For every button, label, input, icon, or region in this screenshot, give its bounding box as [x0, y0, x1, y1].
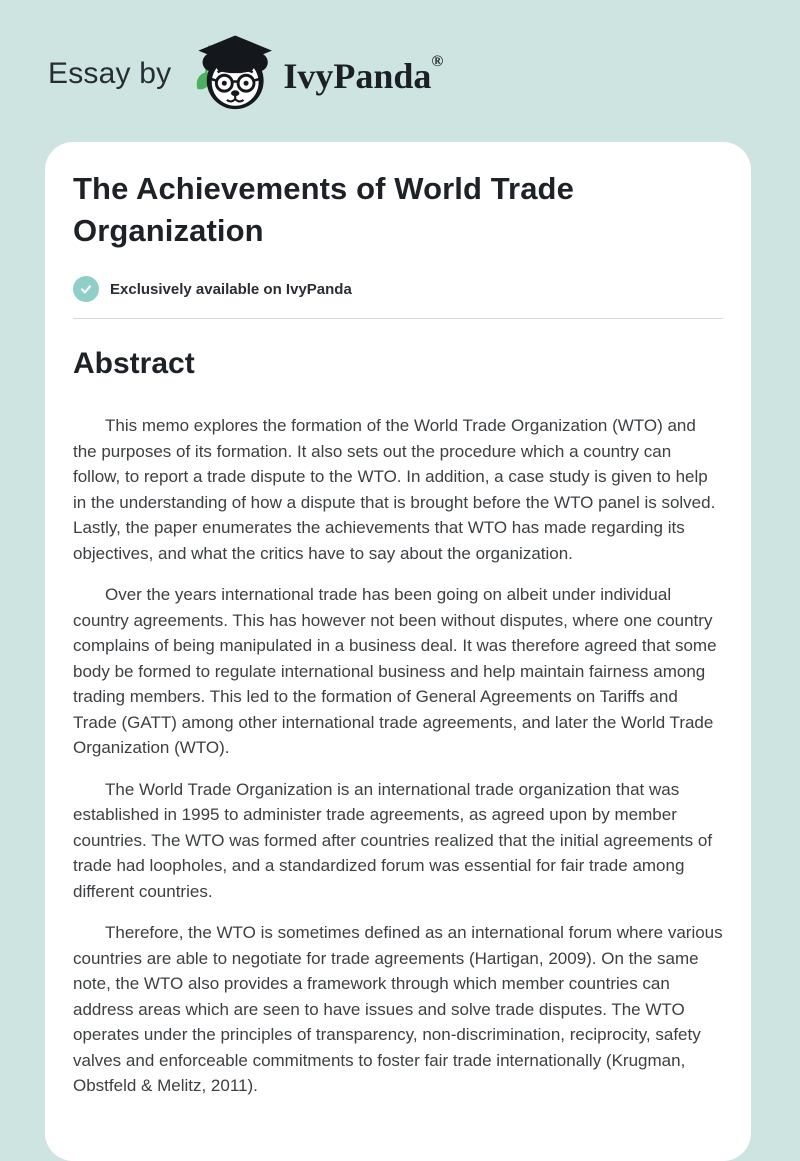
abstract-body — [73, 413, 723, 1099]
essay-card — [45, 142, 751, 1161]
paragraph: The World Trade Organization is an international trade organization that was established in 1995 to administer trade agreements, as agreed upon by member countries. The WTO was formed after countries realized that the initial agreements of trade had loopholes, and a standardized forum was essential for fair trade among different countries. — [73, 779, 713, 901]
paragraph: This memo explores the formation of the World Trade Organization (WTO) and the purposes of its formation. It also sets out the procedure which a country can follow, to report a trade dispute to the WTO. In addition, a case study is given to help in the understanding of how a dispute that is brought before the WTO panel is solved. Lastly, the paper enumerates the achievements that WTO has made regarding its objectives, and what the critics have to say about the organization. — [73, 416, 716, 563]
abstract-heading: Abstract — [73, 347, 195, 380]
check-icon — [73, 276, 99, 302]
paragraph: Over the years international trade has been going on albeit under individual country agreements. This has however not been without disputes, where one country complains of being manipulated in a business deal. It was therefore agreed that some body be formed to regulate international business and help maintain fairness among trading members. This led to the formation of General Agreements on Tariffs and Trade (GATT) among other international trade agreements, and later the World Trade Organization (WTO). — [73, 585, 717, 757]
exclusive-badge-label: Exclusively available on IvyPanda — [110, 280, 352, 298]
exclusive-badge — [73, 276, 723, 302]
registered-trademark: ® — [431, 53, 444, 70]
page-header — [0, 0, 800, 112]
paragraph: Therefore, the WTO is sometimes defined as an international forum where various countries are able to negotiate for trade agreements (Hartigan, 2009). On the same note, the WTO also provides a framework through which member countries can address areas which are seen to have issues and solve trade disputes. The WTO operates under the principles of transparency, non-discrimination, reciprocity, safety valves and enforceable commitments to foster fair trade internationally (Krugman, Obstfeld & Melitz, 2011). — [73, 923, 723, 1095]
divider — [73, 318, 723, 319]
page-title: The Achievements of World Trade Organization — [73, 171, 574, 248]
panda-icon — [185, 32, 277, 116]
essay-by-label: Essay by — [48, 57, 172, 90]
brand-wordmark: IvyPanda® — [283, 53, 444, 96]
ivypanda-logo[interactable] — [185, 32, 443, 116]
